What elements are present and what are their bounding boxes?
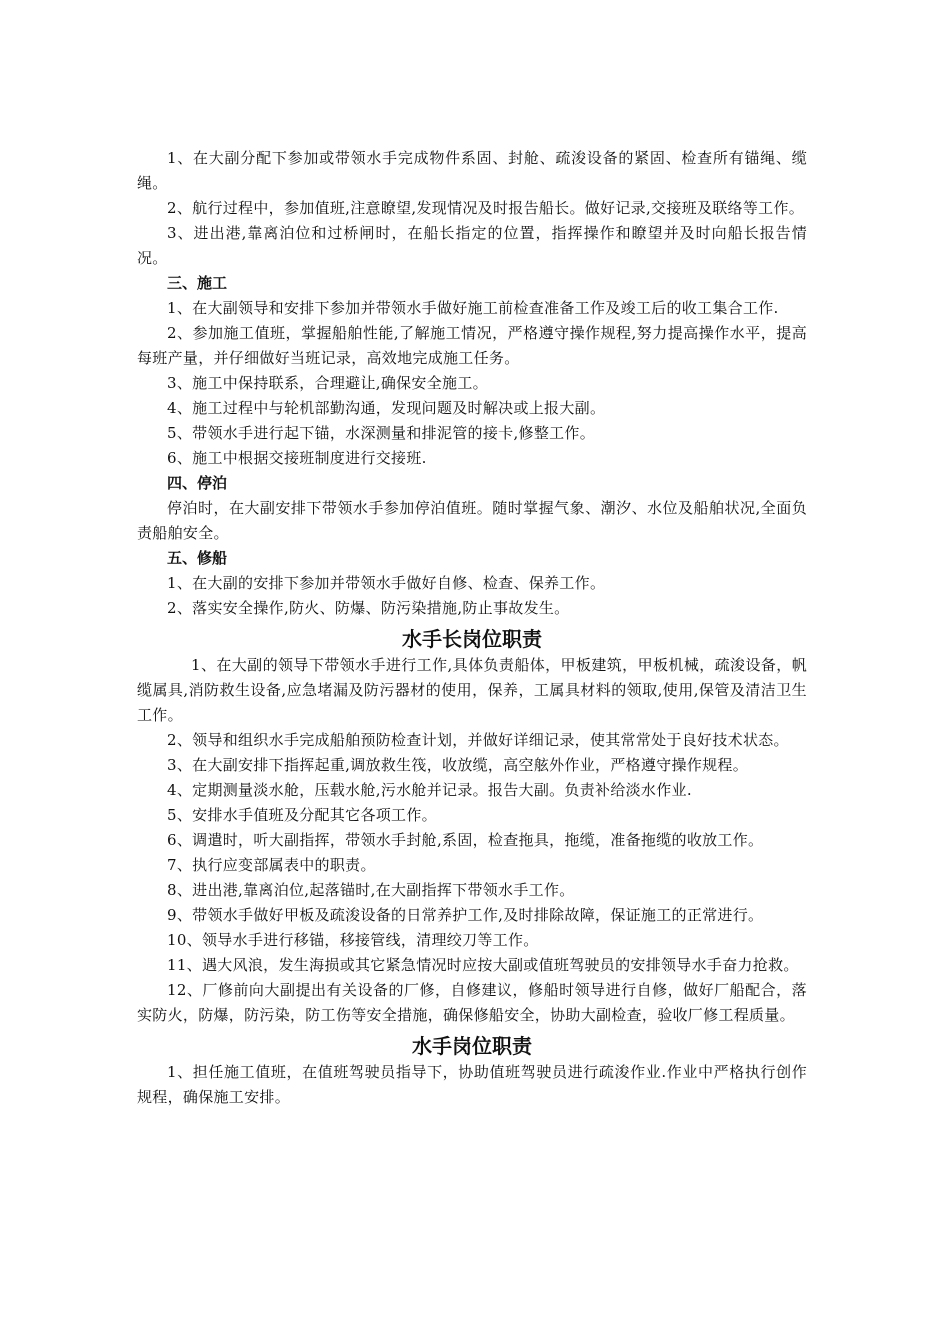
sailor-duties-title: 水手岗位职责 bbox=[412, 1034, 532, 1058]
paragraph: 3、施工中保持联系，合理避让,确保安全施工。 bbox=[167, 374, 488, 392]
section-heading-repair: 五、修船 bbox=[167, 549, 228, 567]
paragraph: 5、安排水手值班及分配其它各项工作。 bbox=[167, 806, 437, 824]
paragraph: 1、担任施工值班，在值班驾驶员指导下，协助值班驾驶员进行疏浚作业.作业中严格执行创作规程，确保施工安排。 bbox=[137, 1063, 807, 1106]
paragraph: 1、在大副的领导下带领水手进行工作,具体负责船体，甲板建筑，甲板机械，疏浚设备，帆缆属具,消防救生设备,应急堵漏及防污器材的使用，保养，工属具材料的领取,使用,保管及清洁卫生工作。 bbox=[137, 656, 807, 724]
paragraph: 1、在大副分配下参加或带领水手完成物件系固、封舱、疏浚设备的紧固、检查所有锚绳、缆绳。 bbox=[137, 149, 807, 192]
paragraph: 9、带领水手做好甲板及疏浚设备的日常养护工作,及时排除故障，保证施工的正常进行。 bbox=[167, 906, 764, 924]
paragraph: 6、施工中根据交接班制度进行交接班. bbox=[167, 449, 427, 467]
paragraph: 11、遇大风浪，发生海损或其它紧急情况时应按大副或值班驾驶员的安排领导水手奋力抢救。 bbox=[167, 956, 799, 974]
paragraph: 2、参加施工值班，掌握船舶性能,了解施工情况，严格遵守操作规程,努力提高操作水平，提高每班产量，并仔细做好当班记录，高效地完成施工任务。 bbox=[137, 324, 807, 367]
paragraph: 2、航行过程中，参加值班,注意瞭望,发现情况及时报告船长。做好记录,交接班及联络等工作。 bbox=[167, 199, 805, 217]
paragraph: 停泊时，在大副安排下带领水手参加停泊值班。随时掌握气象、潮汐、水位及船舶状况,全面负责船舶安全。 bbox=[137, 499, 807, 542]
paragraph: 4、施工过程中与轮机部勤沟通，发现问题及时解决或上报大副。 bbox=[167, 399, 606, 417]
section-heading-construction: 三、施工 bbox=[167, 274, 228, 292]
paragraph: 1、在大副领导和安排下参加并带领水手做好施工前检查准备工作及竣工后的收工集合工作. bbox=[167, 299, 779, 317]
paragraph: 5、带领水手进行起下锚，水深测量和排泥管的接卡,修整工作。 bbox=[167, 424, 596, 442]
paragraph: 10、领导水手进行移锚，移接管线，清理绞刀等工作。 bbox=[167, 931, 539, 949]
paragraph: 2、落实安全操作,防火、防爆、防污染措施,防止事故发生。 bbox=[167, 599, 570, 617]
paragraph: 12、厂修前向大副提出有关设备的厂修，自修建议，修船时领导进行自修，做好厂船配合，落实防火，防爆，防污染，防工伤等安全措施，确保修船安全，协助大副检查，验收厂修工程质量。 bbox=[137, 981, 807, 1024]
paragraph: 6、调遣时，听大副指挥，带领水手封舱,系固，检查拖具，拖缆，准备拖缆的收放工作。 bbox=[167, 831, 764, 849]
document-page bbox=[137, 146, 807, 1110]
paragraph: 3、在大副安排下指挥起重,调放救生筏，收放缆，高空舷外作业，严格遵守操作规程。 bbox=[167, 756, 749, 774]
paragraph: 7、执行应变部属表中的职责。 bbox=[167, 856, 376, 874]
paragraph: 1、在大副的安排下参加并带领水手做好自修、检查、保养工作。 bbox=[167, 574, 606, 592]
section-heading-berthing: 四、停泊 bbox=[167, 474, 228, 492]
paragraph: 3、进出港,靠离泊位和过桥闸时，在船长指定的位置，指挥操作和瞭望并及时向船长报告情况。 bbox=[137, 224, 807, 267]
paragraph: 4、定期测量淡水舱，压载水舱,污水舱并记录。报告大副。负责补给淡水作业. bbox=[167, 781, 692, 799]
paragraph: 2、领导和组织水手完成船舶预防检查计划，并做好详细记录，使其常常处于良好技术状态。 bbox=[167, 731, 789, 749]
paragraph: 8、进出港,靠离泊位,起落锚时,在大副指挥下带领水手工作。 bbox=[167, 881, 575, 899]
boatswain-duties-title: 水手长岗位职责 bbox=[402, 627, 542, 651]
